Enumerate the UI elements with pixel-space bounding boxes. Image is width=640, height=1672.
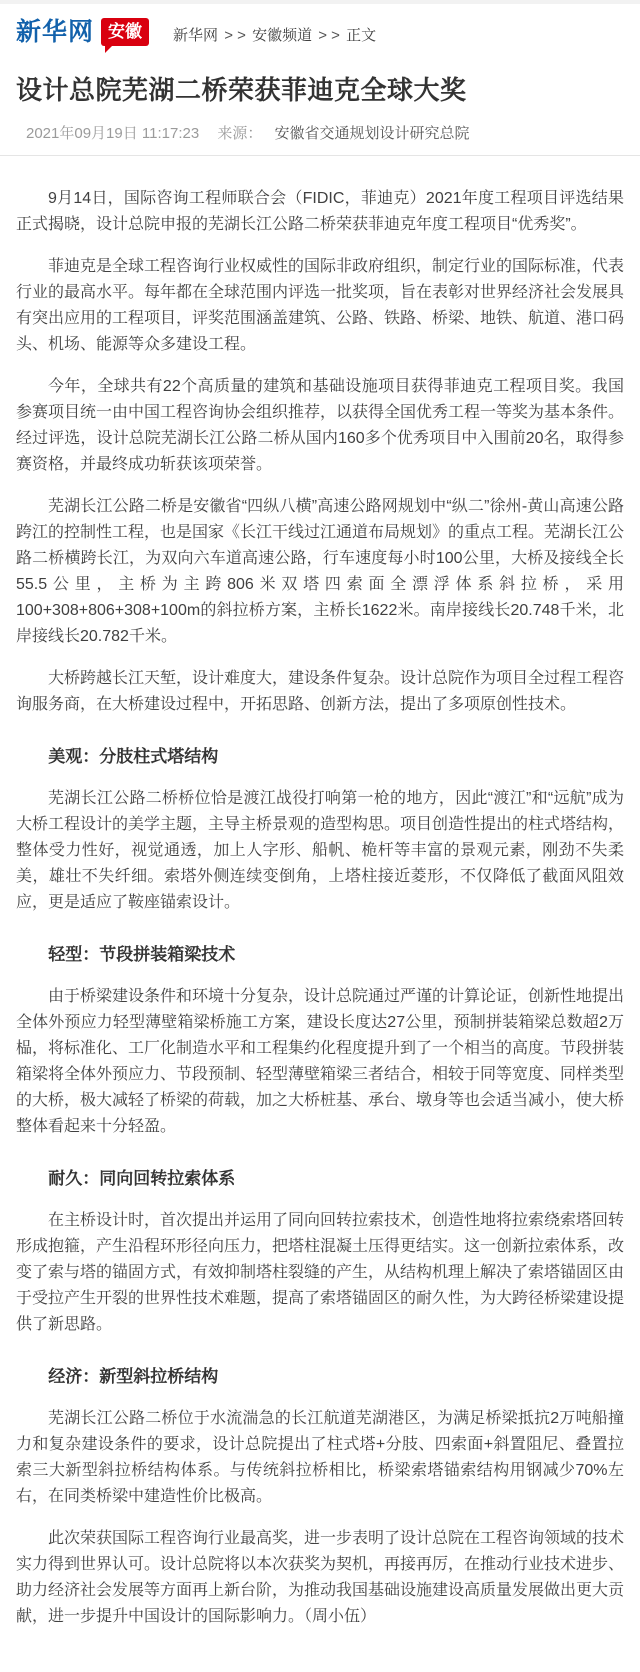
article-paragraph: 大桥跨越长江天堑，设计难度大，建设条件复杂。设计总院作为项目全过程工程咨询服务商，在大桥建设过程中，开拓思路、创新方法，提出了多项原创性技术。: [16, 669, 625, 713]
breadcrumb-item-2[interactable]: 安徽频道: [252, 27, 313, 44]
article-paragraph: 芜湖长江公路二桥桥位恰是渡江战役打响第一枪的地方，因此“渡江”和“远航”成为大桥工程设计的美学主题，主导主桥景观的造型构思。项目创造性提出的柱式塔结构，整体受力性好，视觉通透，加上人字形、船帆、桅杆等丰富的景观元素，刚劲不失柔美，雄壮不失纤细。索塔外侧连续变倒角，上塔柱接近菱形，不仅降低了截面风阻效应，更是适应了鞍座锚索设计。: [16, 789, 625, 911]
article-paragraph: 芜湖长江公路二桥是安徽省“四纵八横”高速公路网规划中“纵二”徐州-黄山高速公路跨江的控制性工程，也是国家《长江干线过江通道布局规划》的重点工程。芜湖长江公路二桥横跨长江，为双向六车道高速公路，行车速度每小时100公里，大桥及接线全长55.5公里，主桥为主跨806米双塔四索面全漂浮体系斜拉桥，采用100+308+806+308+100m的斜拉桥方案，主桥长1622米。南岸接线长20.748千米，北岸接线长20.782千米。: [16, 497, 625, 645]
source-label: 来源：: [217, 124, 263, 142]
article-body: [0, 156, 640, 1672]
breadcrumb-separator: > >: [314, 27, 345, 44]
article-paragraph: 由于桥梁建设条件和环境十分复杂，设计总院通过严谨的计算论证，创新性地提出全体外预应力轻型薄壁箱梁桥施工方案，建设长度达27公里，预制拼装箱梁总数超2万榀，将标准化、工厂化制造水平和工程集约化程度提升到了一个相当的高度。节段拼装箱梁将全体外预应力、节段预制、轻型薄壁箱梁三者结合，相较于同等宽度、同样类型的大桥，极大减轻了桥梁的荷载，加之大桥桩基、承台、墩身等也会适当减小，使大桥整体看起来十分轻盈。: [16, 987, 625, 1135]
xinhuanet-logo-text: 新华网: [16, 17, 95, 46]
site-header: [0, 4, 640, 54]
breadcrumb-item-3: 正文: [346, 27, 377, 44]
article-paragraph: 在主桥设计时，首次提出并运用了同向回转拉索技术，创造性地将拉索绕索塔回转形成抱箍，产生沿程环形径向压力，把塔柱混凝土压得更结实。这一创新拉索体系，改变了索与塔的锚固方式，有效抑制塔柱裂缝的产生，从结构机理上解决了索塔锚固区由于受拉产生开裂的世界性技术难题，提高了索塔锚固区的耐久性，为大跨径桥梁建设提供了新思路。: [16, 1211, 625, 1333]
article-paragraph: 今年，全球共有22个高质量的建筑和基础设施项目获得菲迪克工程项目奖。我国参赛项目统一由中国工程咨询协会组织推荐，以获得全国优秀工程一等奖为基本条件。经过评选，设计总院芜湖长江公路二桥从国内160多个优秀项目中入围前20名，取得参赛资格，并最终成功斩获该项荣誉。: [16, 377, 625, 473]
article-paragraph: 此次荣获国际工程咨询行业最高奖，进一步表明了设计总院在工程咨询领域的技术实力得到世界认可。设计总院将以本次获奖为契机，再接再厉，在推动行业技术进步、助力经济社会发展等方面再上新台阶，为推动我国基础设施建设高质量发展做出更大贡献，进一步提升中国设计的国际影响力。（周小伍）: [16, 1529, 625, 1625]
publish-date: 2021年09月19日 11:17:23: [26, 124, 200, 142]
article-paragraph: 菲迪克是全球工程咨询行业权威性的国际非政府组织，制定行业的国际标准，代表行业的最高水平。每年都在全球范围内评选一批奖项，旨在表彰对世界经济社会发展具有突出应用的工程项目，评奖范围涵盖建筑、公路、铁路、桥梁、地铁、航道、港口码头、机场、能源等众多建设工程。: [16, 257, 625, 353]
anhui-channel-badge[interactable]: 安徽: [101, 18, 149, 46]
article-title: 设计总院芜湖二桥荣获菲迪克全球大奖: [16, 75, 467, 105]
article-meta: [16, 122, 624, 143]
section-heading: 轻型：节段拼装箱梁技术: [48, 944, 236, 964]
article-paragraph: 9月14日，国际咨询工程师联合会（FIDIC，菲迪克）2021年度工程项目评选结果正式揭晓，设计总院申报的芜湖长江公路二桥荣获菲迪克年度工程项目“优秀奖”。: [16, 189, 624, 233]
breadcrumb-separator: > >: [220, 27, 251, 44]
breadcrumb-item-1[interactable]: 新华网: [173, 27, 219, 44]
section-heading: 耐久：同向回转拉索体系: [48, 1168, 236, 1188]
section-heading: 经济：新型斜拉桥结构: [48, 1366, 219, 1386]
section-heading: 美观：分肢柱式塔结构: [48, 746, 219, 766]
source-name: 安徽省交通规划设计研究总院: [274, 124, 470, 142]
breadcrumb: [173, 19, 376, 45]
xinhuanet-logo[interactable]: [16, 18, 149, 46]
article-paragraph: 芜湖长江公路二桥位于水流湍急的长江航道芜湖港区，为满足桥梁抵抗2万吨船撞力和复杂建设条件的要求，设计总院提出了柱式塔+分肢、四索面+斜置阻尼、叠置拉索三大新型斜拉桥结构体系。与传统斜拉桥相比，桥梁索塔锚索结构用钢减少70%左右，在同类桥梁中建造性价比极高。: [16, 1409, 624, 1505]
